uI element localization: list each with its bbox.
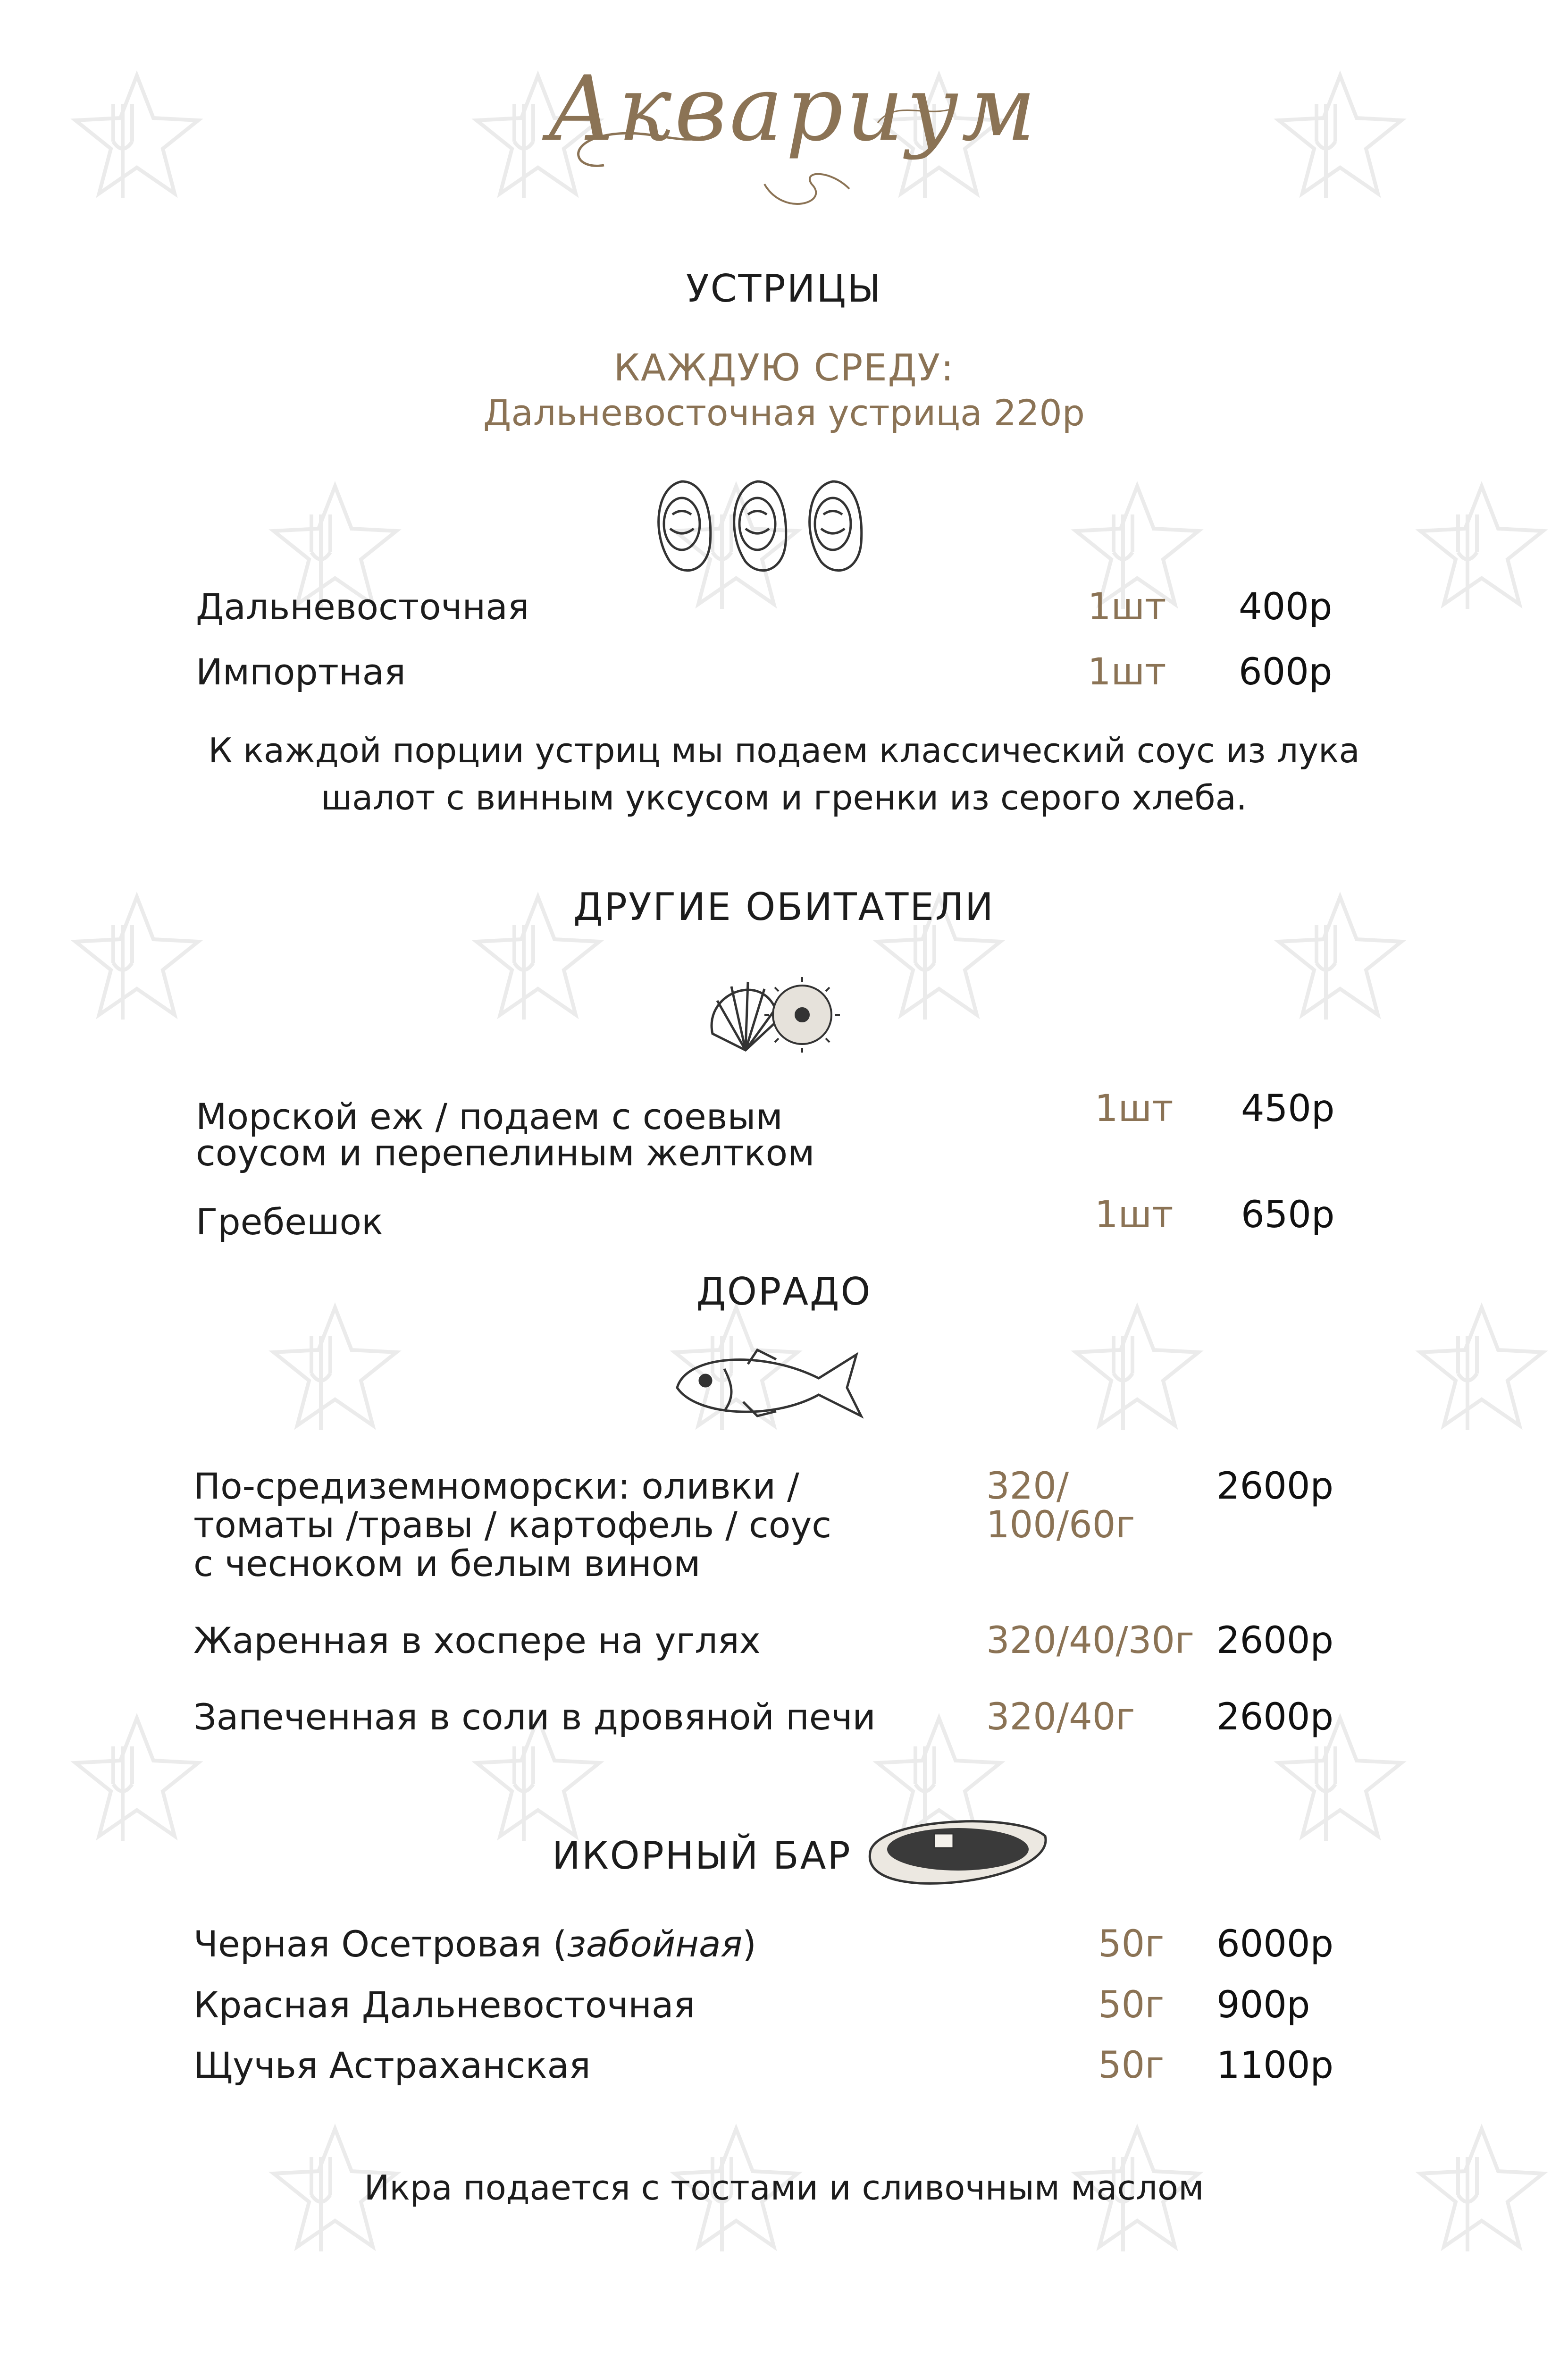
logo-text: Аквариум bbox=[547, 57, 1039, 161]
menu-item-price: 2600р bbox=[1216, 1696, 1334, 1738]
menu-item-name: Жаренная в хоспере на углях bbox=[193, 1619, 761, 1661]
menu-item-qty: 320/ bbox=[986, 1465, 1069, 1508]
menu-item-name: с чесноком и белым вином bbox=[193, 1542, 701, 1585]
restaurant-guru-watermark-icon bbox=[61, 1704, 212, 1855]
menu-item-qty: 320/40г bbox=[986, 1696, 1135, 1738]
section-title-oysters: УСТРИЦЫ bbox=[686, 267, 882, 311]
menu-item-price: 650р bbox=[1241, 1194, 1335, 1236]
menu-item-name: Щучья Астраханская bbox=[193, 2044, 591, 2086]
caviar-name-main: Черная Осетровая ( bbox=[193, 1923, 567, 1965]
oysters-note-line2: шалот с винным уксусом и гренки из серого хлеба. bbox=[321, 778, 1247, 818]
restaurant-guru-watermark-icon bbox=[1062, 1293, 1213, 1444]
promo-title: КАЖДУЮ СРЕДУ: bbox=[613, 347, 955, 389]
menu-item-name bbox=[193, 1925, 756, 1964]
restaurant-guru-watermark-icon bbox=[1406, 1293, 1557, 1444]
menu-item-price: 600р bbox=[1239, 651, 1333, 693]
section-title-caviar: ИКОРНЫЙ БАР bbox=[552, 1834, 852, 1878]
menu-item-qty: 1шт bbox=[1088, 651, 1166, 693]
menu-item-price: 450р bbox=[1241, 1087, 1335, 1130]
promo-text: Дальневосточная устрица 220р bbox=[483, 392, 1085, 434]
dorado-fish-icon bbox=[668, 1336, 866, 1430]
menu-item-name: Запеченная в соли в дровяной печи bbox=[193, 1696, 876, 1738]
oyster-icon bbox=[810, 481, 862, 571]
restaurant-guru-watermark-icon bbox=[1265, 61, 1416, 212]
menu-item-qty: 1шт bbox=[1095, 1194, 1174, 1236]
menu-item-qty: 50г bbox=[1098, 2044, 1165, 2087]
oyster-icon bbox=[659, 481, 711, 571]
menu-item-name: Гребешок bbox=[196, 1201, 383, 1243]
sea-urchin-icon bbox=[764, 977, 840, 1053]
section-title-others: ДРУГИЕ ОБИТАТЕЛИ bbox=[573, 885, 995, 929]
restaurant-guru-watermark-icon bbox=[61, 61, 212, 212]
menu-item-qty: 100/60г bbox=[986, 1504, 1135, 1546]
menu-item-qty: 1шт bbox=[1095, 1087, 1174, 1130]
menu-item-qty: 1шт bbox=[1088, 586, 1166, 628]
caviar-note: Икра подается с тостами и сливочным маслом bbox=[364, 2168, 1204, 2208]
menu-item-name: Импортная bbox=[196, 651, 406, 693]
menu-item-price: 400р bbox=[1239, 586, 1333, 628]
menu-item-qty: 50г bbox=[1098, 1923, 1165, 1965]
restaurant-guru-watermark-icon bbox=[1406, 472, 1557, 623]
menu-item-name: По-средиземноморски: оливки / bbox=[193, 1465, 799, 1507]
restaurant-guru-watermark-icon bbox=[260, 1293, 411, 1444]
menu-item-price: 6000р bbox=[1216, 1923, 1334, 1965]
caviar-name-end: ) bbox=[742, 1923, 756, 1965]
caviar-plate-icon bbox=[864, 1808, 1052, 1890]
menu-item-name: Морской еж / подаем с соевым bbox=[196, 1096, 783, 1138]
scallop-icon bbox=[712, 982, 779, 1050]
menu-item-qty: 50г bbox=[1098, 1984, 1165, 2026]
oyster-icon bbox=[734, 481, 786, 571]
menu-item-price: 2600р bbox=[1216, 1465, 1334, 1508]
menu-item-name: соусом и перепелиным желтком bbox=[196, 1132, 815, 1174]
oyster-icons bbox=[646, 477, 873, 581]
logo bbox=[547, 28, 1038, 217]
menu-item-price: 1100р bbox=[1216, 2044, 1334, 2087]
section-title-dorado: ДОРАДО bbox=[696, 1270, 872, 1314]
menu-item-price: 2600р bbox=[1216, 1619, 1334, 1662]
menu-item-name: Дальневосточная bbox=[196, 586, 529, 628]
menu-item-price: 900р bbox=[1216, 1984, 1310, 2026]
oysters-note-line1: К каждой порции устриц мы подаем классический соус из лука bbox=[208, 731, 1360, 770]
menu-item-qty: 320/40/30г bbox=[986, 1619, 1194, 1662]
shell-icons bbox=[698, 963, 840, 1057]
caviar-name-italic: забойная bbox=[567, 1923, 743, 1965]
menu-item-name: Красная Дальневосточная bbox=[193, 1984, 696, 2026]
menu-item-name: томаты /травы / картофель / соус bbox=[193, 1504, 832, 1546]
